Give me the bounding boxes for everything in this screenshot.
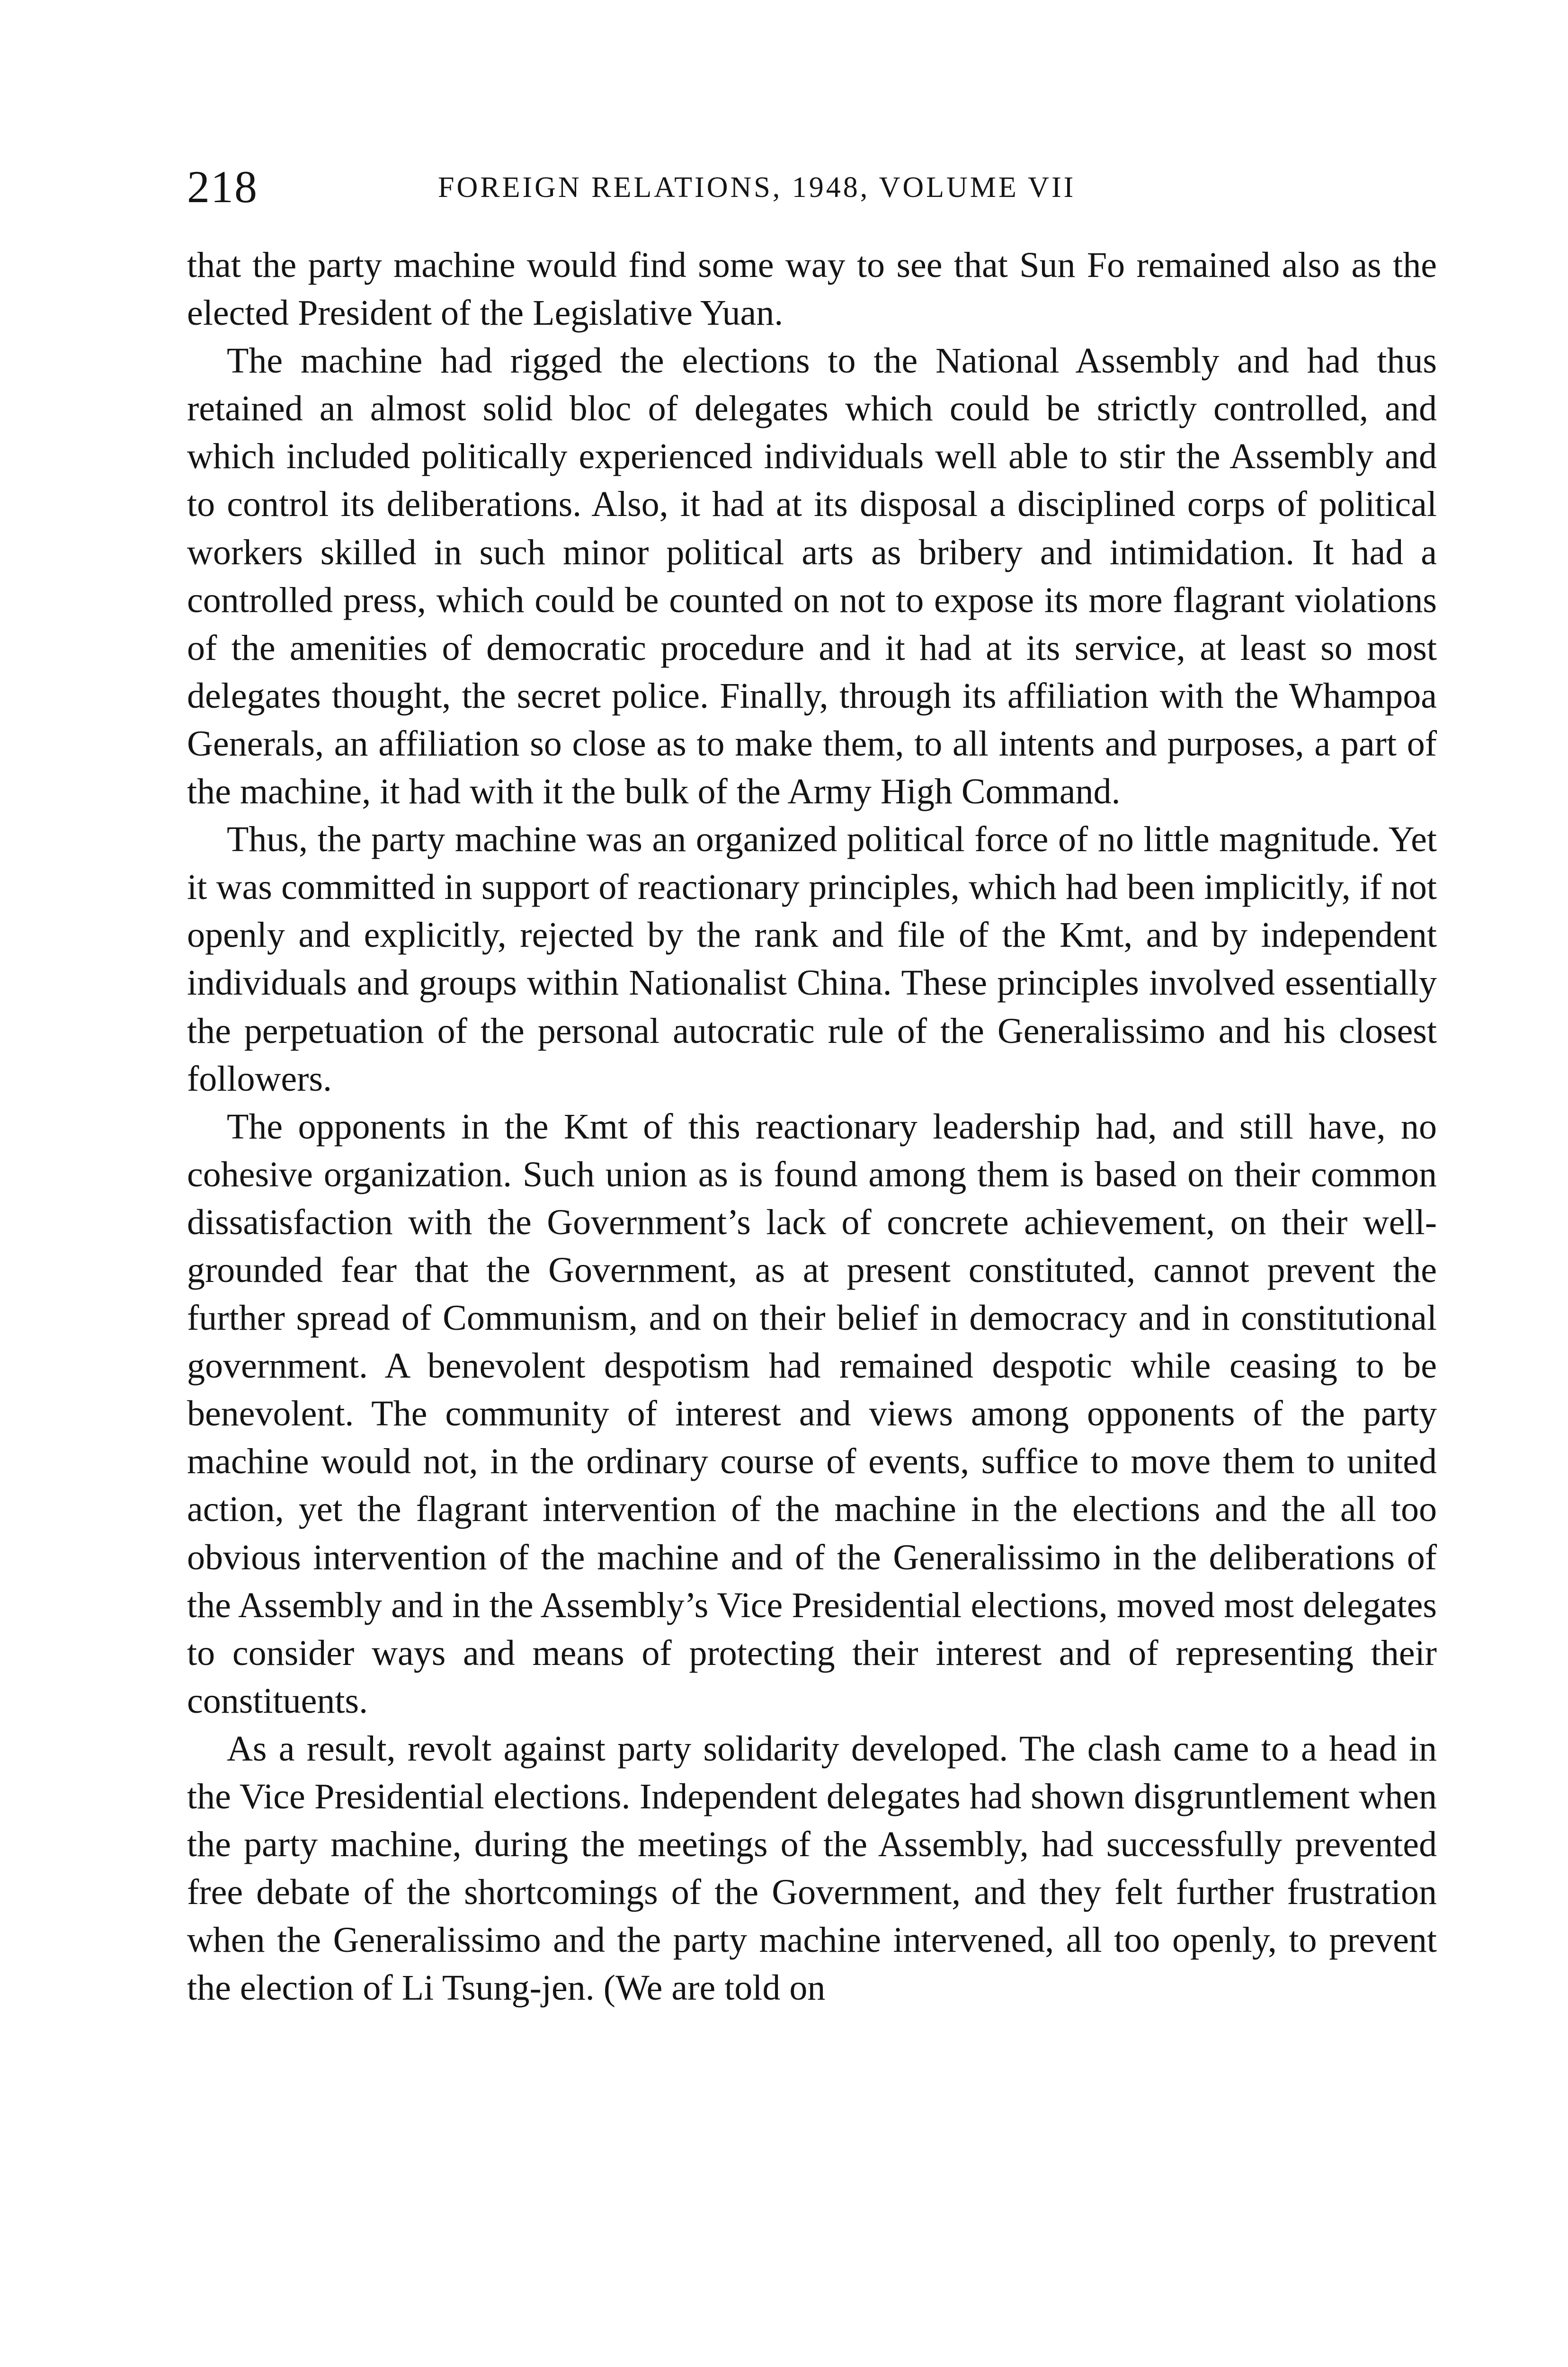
body-text bbox=[187, 241, 1437, 2012]
paragraph-opponents: The opponents in the Kmt of this reactionary leadership had, and still have, no cohesive organization. Such union as is found among them is based on their common dissatisfaction with the Government’s lack of concrete achievement, on their well-grounded fear that the Government, as at present constituted, cannot prevent the further spread of Communism, and on their belief in democracy and in constitutional government. A benevolent despotism had remained despotic while ceasing to be benevolent. The community of interest and views among opponents of the party machine would not, in the ordinary course of events, suffice to move them to united action, yet the flagrant intervention of the machine in the elections and the all too obvious intervention of the machine and of the Generalissimo in the deliberations of the Assembly and in the Assembly’s Vice Presidential elections, moved most delegates to consider ways and means of protecting their interest and of representing their constituents. bbox=[187, 1106, 1437, 1721]
running-title: FOREIGN RELATIONS, 1948, VOLUME VII bbox=[438, 171, 1076, 204]
paragraph-continued: that the party machine would find some way to see that Sun Fo remained also as the elected President of the Legislative Yuan. bbox=[187, 245, 1437, 333]
running-header bbox=[187, 161, 1437, 213]
paragraph-party-machine: The machine had rigged the elections to the National Assembly and had thus retained an almost solid bloc of delegates which could be strictly controlled, and which included politically experienced individuals well able to stir the Assembly and to control its deliberations. Also, it had at its disposal a disciplined corps of political workers skilled in such minor political arts as bribery and intimidation. It had a controlled press, which could be counted on not to expose its more flagrant violations of the amenities of democratic procedure and it had at its service, at least so most delegates thought, the secret police. Finally, through its affiliation with the Whampoa Generals, an affiliation so close as to make them, to all intents and purposes, a part of the machine, it had with it the bulk of the Army High Command. bbox=[187, 341, 1437, 812]
page-number: 218 bbox=[187, 161, 258, 212]
paragraph-revolt: As a result, revolt against party solidarity developed. The clash came to a head in the Vice Presidential elections. Independent delegates had shown disgruntlement when the party machine, during the meetings of the Assembly, had successfully prevented free debate of the shortcomings of the Government, and they felt further frustration when the Generalissimo and the party machine intervened, all too openly, to prevent the election of Li Tsung-jen. (We are told on bbox=[187, 1728, 1437, 2008]
paragraph-reactionary-principles: Thus, the party machine was an organized political force of no little magnitude. Yet it was committed in support of reactionary principles, which had been implicitly, if not openly and explicitly, rejected by the rank and file of the Kmt, and by independent individuals and groups within Nationalist China. These principles involved essentially the perpetuation of the personal autocratic rule of the Generalissimo and his closest followers. bbox=[187, 819, 1437, 1099]
